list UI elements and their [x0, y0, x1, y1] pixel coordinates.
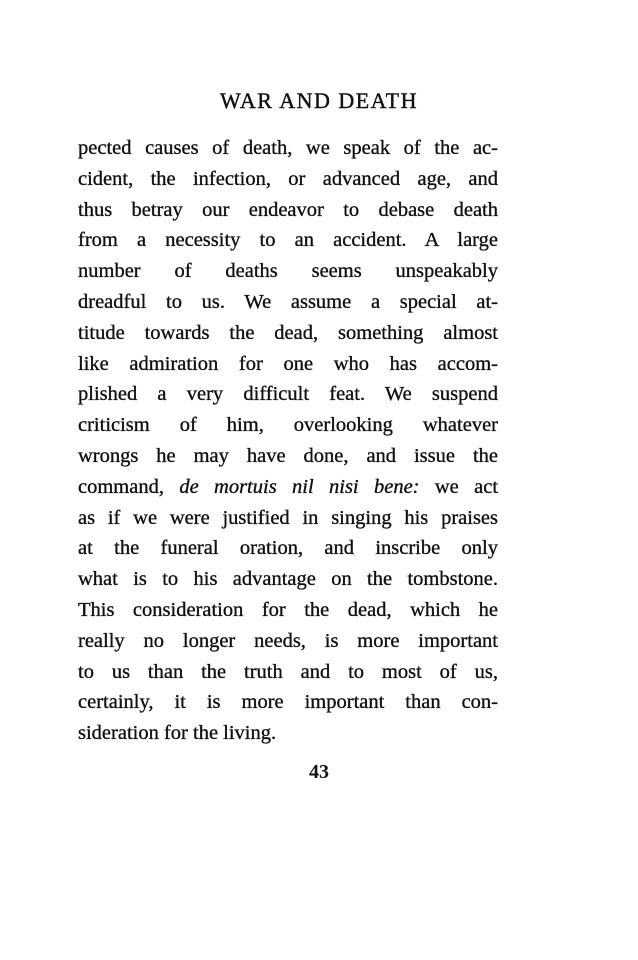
- text-line: dreadful to us. We assume a special at-: [78, 290, 498, 313]
- text-line: titude towards the dead, something almost: [78, 321, 498, 344]
- text-line: thus betray our endeavor to debase death: [78, 198, 498, 221]
- text-segment: command,: [78, 475, 164, 498]
- text-line: wrongs he may have done, and issue the: [78, 444, 498, 467]
- text-line: This consideration for the dead, which he: [78, 598, 498, 621]
- text-line: at the funeral oration, and inscribe only: [78, 537, 498, 560]
- text-line: sideration for the living.: [78, 722, 277, 745]
- page-body-text: [78, 133, 498, 749]
- text-line: pected causes of death, we speak of the ac-: [78, 137, 498, 159]
- text-line: number of deaths seems unspeakably: [78, 260, 498, 283]
- text-line: to us than the truth and to most of us,: [78, 660, 498, 683]
- latin-phrase: de mortuis nil nisi bene:: [179, 475, 420, 498]
- text-line: from a necessity to an accident. A large: [78, 229, 498, 252]
- text-segment: we act: [434, 475, 499, 498]
- running-header: WAR AND DEATH: [220, 88, 418, 113]
- text-line: really no longer needs, is more important: [78, 629, 498, 652]
- page-number: 43: [309, 761, 329, 783]
- text-line: certainly, it is more important than con-: [78, 691, 498, 714]
- text-line-latin: [78, 472, 498, 503]
- text-line: criticism of him, overlooking whatever: [78, 414, 498, 437]
- text-line: as if we were justified in singing his praises: [78, 506, 498, 529]
- text-line: like admiration for one who has accom-: [78, 352, 498, 375]
- text-line: plished a very difficult feat. We suspend: [78, 383, 498, 406]
- text-line: what is to his advantage on the tombstone.: [78, 568, 498, 591]
- text-line: cident, the infection, or advanced age, and: [78, 167, 498, 190]
